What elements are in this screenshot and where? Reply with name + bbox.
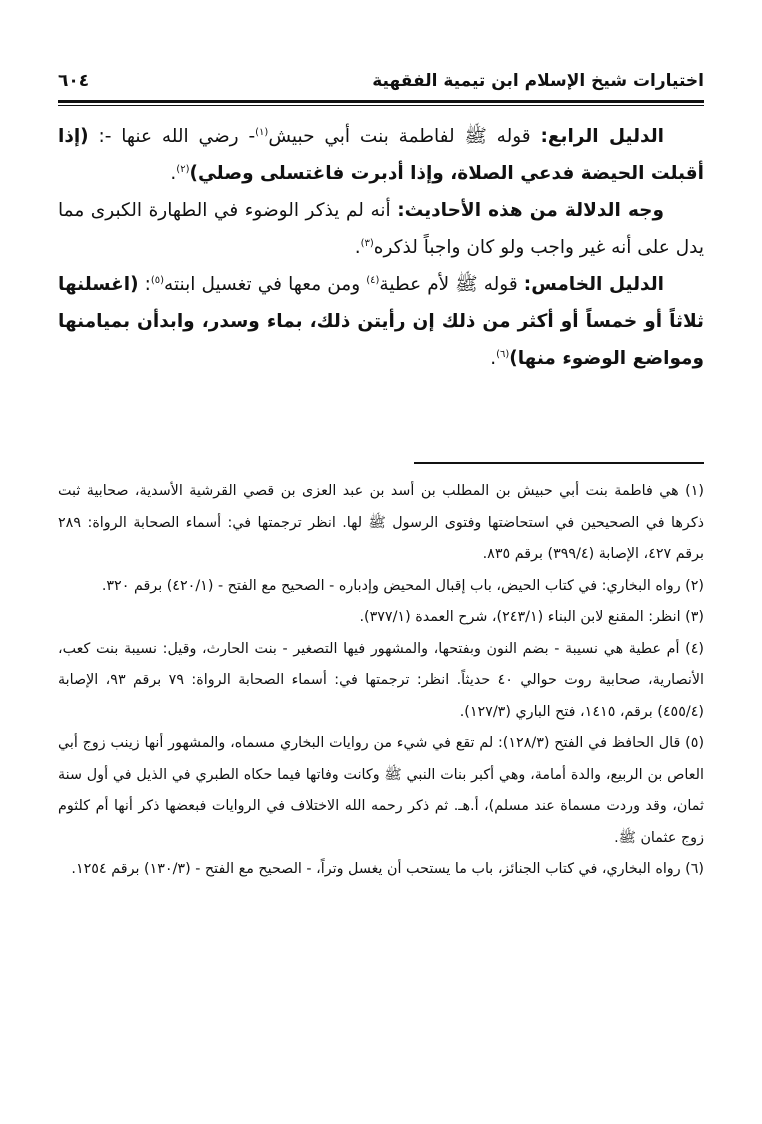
footnote-ref[interactable]: (٢) xyxy=(176,163,190,175)
footnote-1 xyxy=(58,476,704,571)
paragraph-lead: الدليل الرابع: xyxy=(540,126,664,147)
header-title: اختيارات شيخ الإسلام ابن تيمية الفقهية xyxy=(372,71,704,91)
footnote-number: (٣) xyxy=(685,609,704,625)
paragraph-end: . xyxy=(170,163,177,184)
footnote-ref[interactable]: (٣) xyxy=(360,237,374,249)
footnote-ref[interactable]: (٤) xyxy=(366,274,380,286)
paragraph-text: : xyxy=(138,274,151,295)
paragraph-lead: الدليل الخامس: xyxy=(523,274,665,295)
main-text xyxy=(58,118,704,377)
paragraph-indication xyxy=(58,192,704,266)
hadith-quote: (إذا أقبلت الحيضة فدعي الصلاة، وإذا أدبرت فاغتسلى وصلي) xyxy=(58,126,704,184)
footnote-separator xyxy=(414,462,704,464)
page-number: ٦٠٤ xyxy=(58,71,90,91)
footnote-2 xyxy=(58,571,704,603)
paragraph-text: قوله ﷺ لفاطمة بنت أبي حبيش xyxy=(268,126,541,147)
footnote-6 xyxy=(58,854,704,886)
footnote-3 xyxy=(58,602,704,634)
footnote-ref[interactable]: (١) xyxy=(255,126,269,138)
footnote-text: أم عطية هي نسيبة - بضم النون وبفتحها، والمشهور فيها التصغير - بنت الحارث، وقيل: نسيبة بنت كعب، الأنصارية، صحابية روت حوالي ٤٠ حديثاً. انظر: ترجمتها في: أسماء الصحابة الرواة: ٧٩ برقم ٩٣، الإصابة (٤٥٥/٤) برقم، ١٤١٥، فتح الباري (١٢٧/٣). xyxy=(58,640,704,720)
paragraph-evidence-four xyxy=(58,118,704,192)
paragraph-text: قوله ﷺ لأم عطية xyxy=(379,274,524,295)
footnote-number: (٢) xyxy=(685,577,704,594)
footnote-4 xyxy=(58,634,704,729)
footnote-text: انظر: المقنع لابن البناء (٢٤٣/١)، شرح العمدة (٣٧٧/١). xyxy=(359,609,686,625)
footnote-text: قال الحافظ في الفتح (١٢٨/٣): لم تقع في شيء من روايات البخاري مسماه، والمشهور أنها زينب زوج أبي العاص بن الربيع، والدة أمامة، وهي أكبر بنات النبي ﷺ وكانت وفاتها فيما حكاه الطبري في الذيل في أول سنة ثمان، وقد وردت مسماة عند مسلم)، أ.هـ. ثم ذكر رحمه الله الاختلاف في الروايات فبعضها ذكر أنها أم كلثوم زوج عثمان ﷺ. xyxy=(58,735,704,846)
paragraph-end: . xyxy=(490,348,497,369)
paragraph-text: أنه لم يذكر الوضوء في الطهارة الكبرى مما يدل على أنه غير واجب ولو كان واجباً لذكره xyxy=(58,200,704,258)
paragraph-text: ومن معها في تغسيل ابنته xyxy=(164,274,367,295)
paragraph-lead: وجه الدلالة من هذه الأحاديث: xyxy=(397,200,664,221)
footnote-text: رواه البخاري: في كتاب الحيض، باب إقبال المحيض وإدباره - الصحيح مع الفتح - (٤٢٠/١) برقم ٣٢٠. xyxy=(101,577,686,594)
paragraph-end: . xyxy=(354,237,361,258)
footnote-text: رواه البخاري، في كتاب الجنائز، باب ما يستحب أن يغسل وتراً، - الصحيح مع الفتح - (١٣٠/٣) برقم ١٢٥٤. xyxy=(71,861,686,877)
footnote-ref[interactable]: (٦) xyxy=(496,348,510,360)
header-rule-thick xyxy=(58,100,704,103)
header-rule-thin xyxy=(58,105,704,106)
paragraph-text: - رضي الله عنها -: xyxy=(88,126,256,147)
footnote-5 xyxy=(58,728,704,854)
running-header xyxy=(58,66,704,96)
footnote-number: (٥) xyxy=(685,735,705,751)
footnote-text: هي فاطمة بنت أبي حبيش بن المطلب بن أسد بن عبد العزى بن قصي القرشية الأسدية، صحابية ثبت ذكرها في الصحيحين في استحاضتها وفتوى الرسول ﷺ لها. انظر ترجمتها في: أسماء الصحابة الرواة: ٢٨٩ برقم ٤٢٧، الإصابة (٣٩٩/٤) برقم ٨٣٥. xyxy=(58,483,704,562)
footnote-number: (٦) xyxy=(685,861,704,877)
footnote-number: (١) xyxy=(685,483,704,499)
footnote-number: (٤) xyxy=(685,640,704,657)
footnote-ref[interactable]: (٥) xyxy=(150,274,165,286)
footnotes xyxy=(58,476,704,886)
hadith-quote: (اغسلنها ثلاثاً أو خمساً أو أكثر من ذلك إن رأيتن ذلك، بماء وسدر، وابدأن بميامنها ومواضع الوضوء منها) xyxy=(58,274,704,369)
paragraph-evidence-five xyxy=(58,266,704,377)
